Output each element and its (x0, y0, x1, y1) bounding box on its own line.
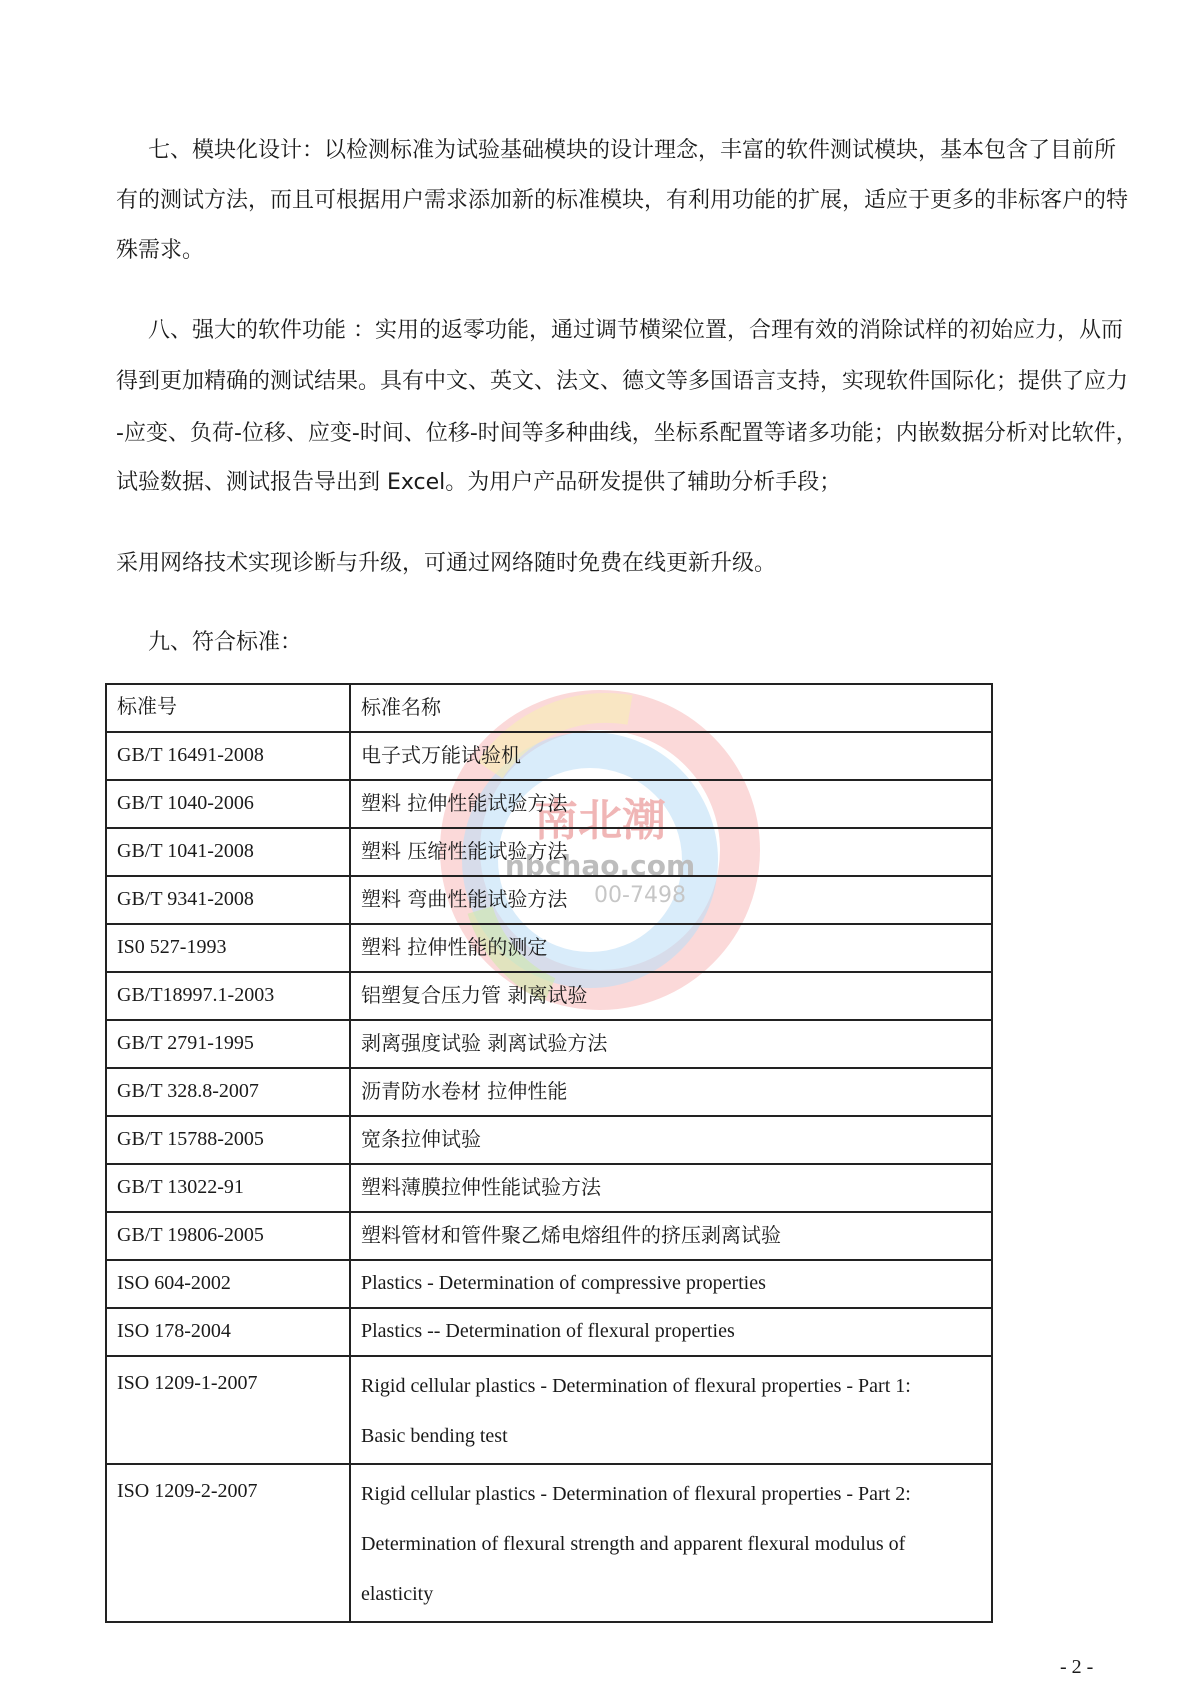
standard-code: GB/T 19806-2005 (106, 1212, 350, 1260)
text-line: 有的测试方法，而且可根据用户需求添加新的标准模块，有利用功能的扩展，适应于更多的非标客户的特 (116, 188, 1129, 213)
standard-name (350, 1356, 992, 1464)
table-row (106, 972, 992, 1020)
section-9-title: 九、符合标准： (148, 630, 303, 655)
standard-name: 电子式万能试验机 (350, 732, 992, 780)
text-line: 八、强大的软件功能 ：实用的返零功能，通过调节横梁位置，合理有效的消除试样的初始应力，从而 (148, 318, 1123, 343)
standard-name-line: Determination of flexural strength and apparent flexural modulus of (361, 1533, 906, 1555)
standard-code: GB/T 2791-1995 (106, 1020, 350, 1068)
table-row (106, 1212, 992, 1260)
standard-name-line: Rigid cellular plastics - Determination of flexural properties - Part 1: (361, 1375, 911, 1397)
text-line: -应变、负荷-位移、应变-时间、位移-时间等多种曲线，坐标系配置等诸多功能；内嵌数据分析对比软件， (116, 421, 1138, 446)
table-row (106, 780, 992, 828)
table-row (106, 1116, 992, 1164)
text-line: 七、模块化设计：以检测标准为试验基础模块的设计理念，丰富的软件测试模块，基本包含了目前所 (148, 138, 1117, 163)
standard-name-line: Basic bending test (361, 1425, 508, 1447)
standard-code: GB/T 16491-2008 (106, 732, 350, 780)
table-header-row (106, 684, 992, 732)
standard-code: ISO 1209-1-2007 (106, 1356, 350, 1464)
table-row (106, 1308, 992, 1356)
standard-code: GB/T 15788-2005 (106, 1116, 350, 1164)
standard-name: 宽条拉伸试验 (350, 1116, 992, 1164)
table-row (106, 876, 992, 924)
watermark-phone: 00-7498 (594, 883, 686, 908)
standard-name: 塑料 弯曲性能试验方法 (350, 876, 992, 924)
table-row (106, 1260, 992, 1308)
page-number: - 2 - (1060, 1656, 1094, 1678)
watermark-brand: 南北潮 (534, 795, 666, 846)
standard-name-line: elasticity (361, 1583, 434, 1605)
header-code: 标准号 (106, 684, 350, 732)
standard-name: 塑料薄膜拉伸性能试验方法 (350, 1164, 992, 1212)
standard-code: IS0 527-1993 (106, 924, 350, 972)
text-line: 殊需求。 (116, 238, 205, 263)
table-row (106, 1464, 992, 1622)
standards-table (105, 683, 993, 1623)
standard-code: GB/T18997.1-2003 (106, 972, 350, 1020)
standard-code: GB/T 1041-2008 (106, 828, 350, 876)
standard-name: 塑料 拉伸性能的测定 (350, 924, 992, 972)
standard-name: 沥青防水卷材 拉伸性能 (350, 1068, 992, 1116)
standard-code: ISO 604-2002 (106, 1260, 350, 1308)
standard-name: Plastics -- Determination of flexural properties (350, 1308, 992, 1356)
header-name: 标准名称 (350, 684, 992, 732)
standard-name: 塑料 压缩性能试验方法 (350, 828, 992, 876)
standard-name: 塑料管材和管件聚乙烯电熔组件的挤压剥离试验 (350, 1212, 992, 1260)
text-line: 得到更加精确的测试结果。具有中文、英文、法文、德文等多国语言支持，实现软件国际化；提供了应力 (116, 369, 1129, 394)
standard-name (350, 1464, 992, 1622)
standard-code: ISO 178-2004 (106, 1308, 350, 1356)
table-row (106, 828, 992, 876)
standard-name: Plastics - Determination of compressive properties (350, 1260, 992, 1308)
standard-code: GB/T 328.8-2007 (106, 1068, 350, 1116)
table-row (106, 1164, 992, 1212)
watermark-site: nbchao.com (504, 849, 696, 882)
standard-name: 剥离强度试验 剥离试验方法 (350, 1020, 992, 1068)
standard-code: ISO 1209-2-2007 (106, 1464, 350, 1622)
standard-code: GB/T 9341-2008 (106, 876, 350, 924)
table-row (106, 1356, 992, 1464)
table-row (106, 924, 992, 972)
standard-name: 铝塑复合压力管 剥离试验 (350, 972, 992, 1020)
standard-name-line: Rigid cellular plastics - Determination of flexural properties - Part 2: (361, 1483, 911, 1505)
text-line: 试验数据、测试报告导出到 Excel。为用户产品研发提供了辅助分析手段； (116, 470, 842, 495)
standard-code: GB/T 13022-91 (106, 1164, 350, 1212)
standard-name: 塑料 拉伸性能试验方法 (350, 780, 992, 828)
standard-code: GB/T 1040-2006 (106, 780, 350, 828)
table-row (106, 732, 992, 780)
table-row (106, 1068, 992, 1116)
text-line: 采用网络技术实现诊断与升级，可通过网络随时免费在线更新升级。 (116, 551, 777, 576)
table-row (106, 1020, 992, 1068)
